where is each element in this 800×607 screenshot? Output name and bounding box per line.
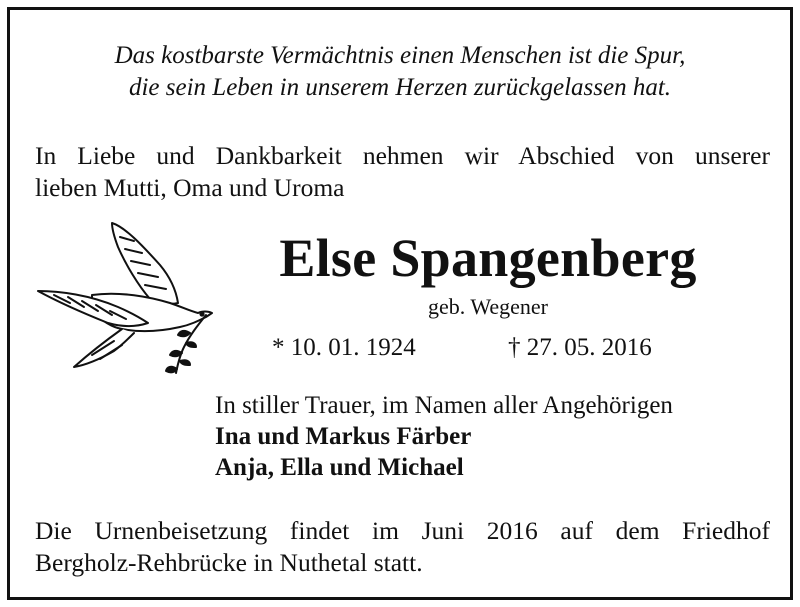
- mourners-block: [215, 390, 775, 483]
- quote-line-1: Das kostbarste Vermächtnis einen Menschen ist die Spur,: [114, 42, 686, 69]
- burial-line-2: Bergholz-Rehbrücke in Nuthetal statt.: [35, 548, 423, 577]
- mourners-intro: In stiller Trauer, im Namen aller Angehörigen: [215, 392, 673, 419]
- mourner-family-2: Anja, Ella und Michael: [215, 454, 464, 481]
- intro-line-2: lieben Mutti, Oma und Uroma: [35, 173, 345, 202]
- quote-line-2: die sein Leben in unserem Herzen zurückgelassen hat.: [128, 74, 672, 101]
- deceased-name: Else Spangenberg: [279, 228, 697, 288]
- memorial-quote: [10, 40, 790, 104]
- birth-date: * 10. 01. 1924: [272, 334, 416, 361]
- farewell-intro: [35, 140, 770, 204]
- burial-notice: [35, 515, 770, 579]
- obituary-notice: [7, 7, 793, 600]
- intro-line-1: In Liebe und Dankbarkeit nehmen wir Abschied von unserer: [35, 141, 770, 170]
- death-date: † 27. 05. 2016: [508, 334, 652, 361]
- maiden-name: geb. Wegener: [428, 294, 548, 319]
- mourner-family-1: Ina und Markus Färber: [215, 423, 472, 450]
- burial-line-1: Die Urnenbeisetzung findet im Juni 2016 auf dem Friedhof: [35, 516, 770, 545]
- dove-with-olive-branch-icon: [30, 215, 220, 380]
